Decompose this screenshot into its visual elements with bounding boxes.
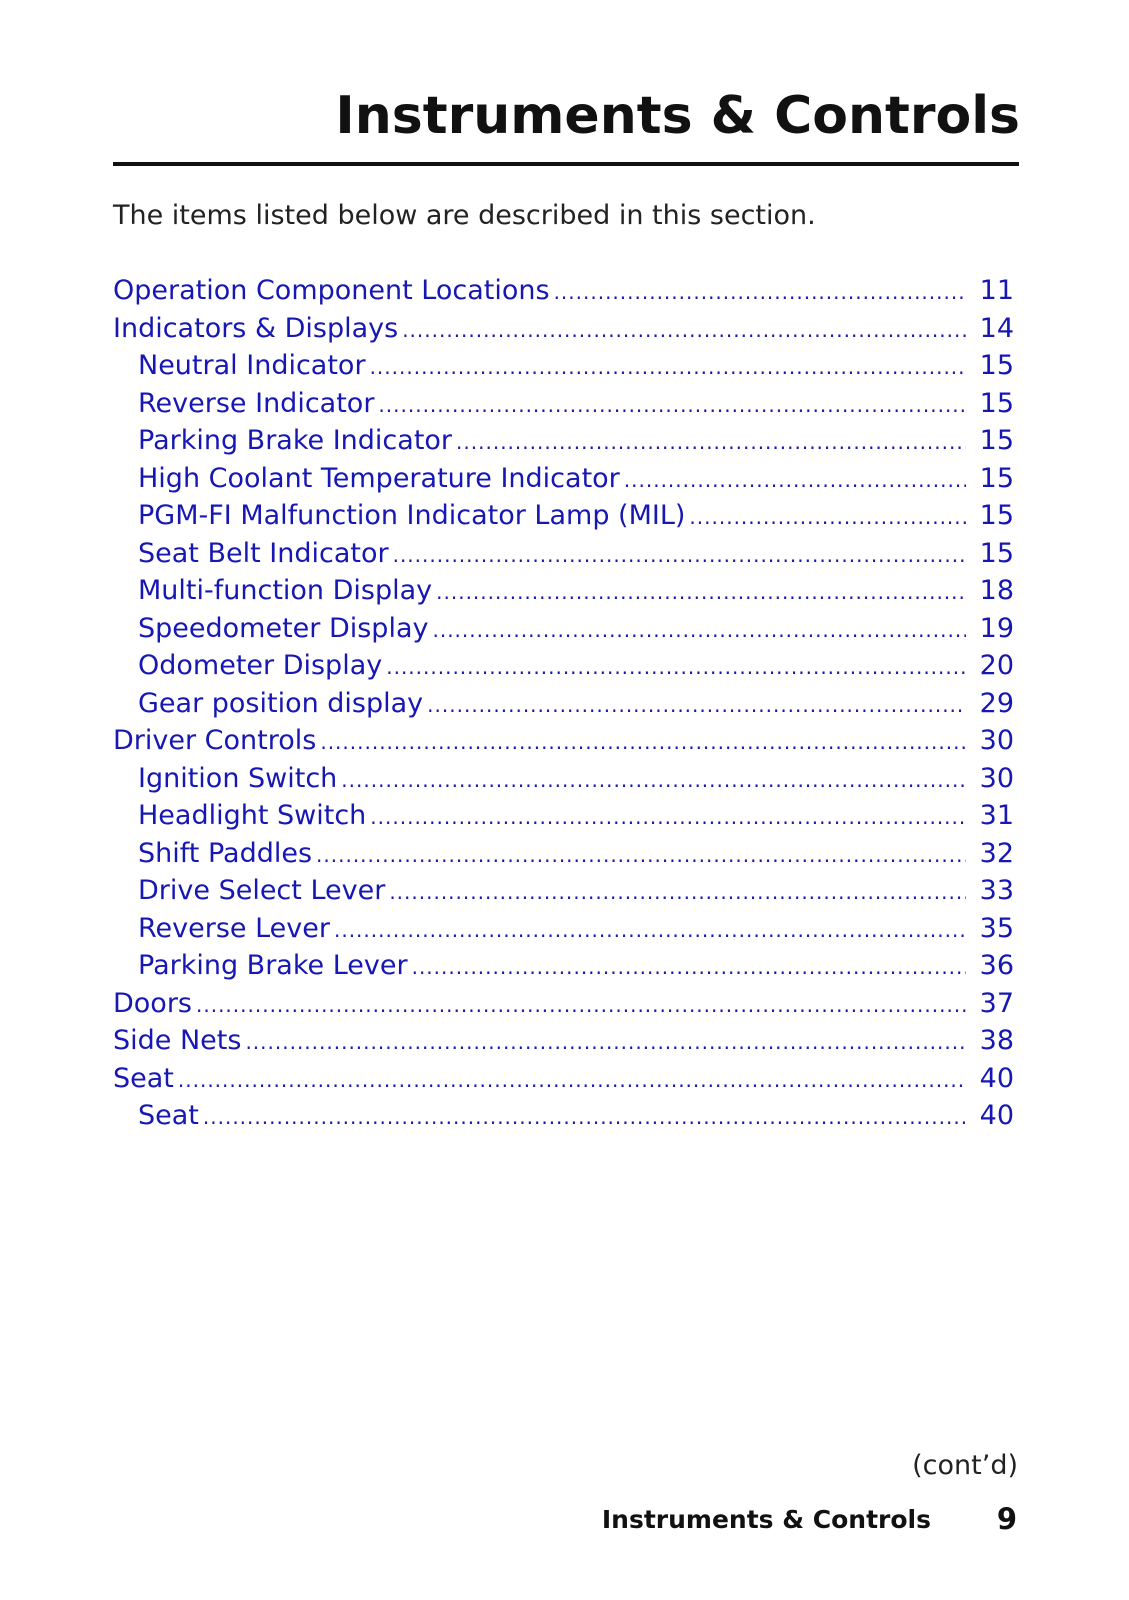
toc-entry-page: 15 [979, 425, 1014, 456]
toc-entry-label: Odometer Display [138, 650, 383, 681]
toc-entry-label: Operation Component Locations [113, 275, 550, 306]
toc-entry-page: 35 [979, 912, 1014, 944]
toc-dot-leader [245, 1024, 966, 1062]
toc-entry[interactable] [113, 760, 1014, 798]
toc-entry-page: 18 [979, 575, 1014, 606]
toc-entry-label: Shift Paddles [138, 837, 313, 869]
toc-dot-leader [402, 312, 966, 350]
toc-entry[interactable] [113, 385, 1014, 423]
toc-entry[interactable] [113, 947, 1014, 985]
toc-entry-label: Seat Belt Indicator [138, 537, 389, 569]
toc-entry-label: Ignition Switch [138, 762, 338, 794]
toc-entry[interactable] [113, 572, 1014, 610]
toc-entry-page: 15 [979, 462, 1014, 494]
toc-entry-page: 29 [979, 687, 1014, 719]
toc-entry[interactable] [113, 985, 1014, 1023]
toc-entry[interactable] [113, 910, 1014, 948]
toc-dot-leader [427, 687, 966, 725]
toc-entry-page: 19 [979, 612, 1014, 644]
toc-entry[interactable] [113, 647, 1014, 685]
toc-dot-leader [554, 274, 966, 312]
toc-entry-page: 30 [979, 725, 1014, 756]
toc-entry-label: Neutral Indicator [138, 350, 366, 381]
toc-dot-leader [370, 799, 966, 837]
toc-entry-label: Multi-function Display [138, 575, 433, 606]
toc-entry-label: Seat [138, 1100, 199, 1131]
toc-entry-label: Side Nets [113, 1025, 242, 1056]
toc-dot-leader [624, 462, 966, 500]
toc-entry[interactable] [113, 310, 1014, 348]
table-of-contents [113, 272, 1014, 1135]
toc-entry-label: Headlight Switch [138, 800, 367, 831]
intro-text: The items listed below are described in this section. [113, 200, 816, 231]
toc-dot-leader [386, 649, 966, 687]
toc-entry-label: Reverse Lever [138, 912, 330, 944]
toc-dot-leader [203, 1099, 966, 1137]
footer-section-title: Instruments & Controls [601, 1505, 931, 1534]
toc-dot-leader [689, 499, 966, 537]
toc-entry-label: Indicators & Displays [113, 312, 399, 344]
toc-entry-label: Speedometer Display [138, 612, 429, 644]
title-rule [113, 162, 1019, 166]
toc-dot-leader [432, 612, 966, 650]
toc-entry-page: 11 [979, 275, 1014, 306]
toc-entry[interactable] [113, 272, 1014, 310]
toc-entry-label: Parking Brake Lever [138, 950, 408, 981]
toc-entry[interactable] [113, 422, 1014, 460]
page-title: Instruments & Controls [335, 86, 1020, 146]
toc-entry-page: 15 [979, 500, 1014, 531]
continued-label: (cont’d) [912, 1450, 1018, 1481]
footer-page-number: 9 [996, 1502, 1017, 1536]
toc-entry[interactable] [113, 797, 1014, 835]
toc-entry-page: 15 [979, 537, 1014, 569]
toc-dot-leader [370, 349, 966, 387]
toc-entry-label: Drive Select Lever [138, 875, 386, 906]
toc-entry-page: 15 [979, 350, 1014, 381]
toc-dot-leader [341, 762, 966, 800]
toc-entry-label: Parking Brake Indicator [138, 425, 453, 456]
toc-dot-leader [378, 387, 966, 425]
toc-dot-leader [334, 912, 966, 950]
toc-dot-leader [178, 1062, 966, 1100]
toc-entry[interactable] [113, 835, 1014, 873]
toc-entry-page: 14 [979, 312, 1014, 344]
toc-dot-leader [320, 724, 966, 762]
toc-entry[interactable] [113, 347, 1014, 385]
toc-entry-page: 38 [979, 1025, 1014, 1056]
toc-entry[interactable] [113, 497, 1014, 535]
toc-dot-leader [389, 874, 966, 912]
toc-entry-label: Driver Controls [113, 725, 317, 756]
toc-entry-label: High Coolant Temperature Indicator [138, 462, 620, 494]
toc-entry[interactable] [113, 722, 1014, 760]
toc-entry[interactable] [113, 460, 1014, 498]
toc-entry[interactable] [113, 1022, 1014, 1060]
toc-entry-page: 40 [979, 1100, 1014, 1131]
toc-entry[interactable] [113, 685, 1014, 723]
toc-entry-page: 31 [979, 800, 1014, 831]
toc-dot-leader [456, 424, 966, 462]
toc-entry[interactable] [113, 1060, 1014, 1098]
toc-entry-page: 30 [979, 762, 1014, 794]
toc-entry-page: 32 [979, 837, 1014, 869]
toc-dot-leader [196, 987, 966, 1025]
toc-entry[interactable] [113, 610, 1014, 648]
toc-dot-leader [393, 537, 966, 575]
toc-entry-page: 36 [979, 950, 1014, 981]
toc-entry-label: Doors [113, 987, 192, 1019]
toc-entry-page: 40 [979, 1062, 1014, 1094]
toc-entry-page: 33 [979, 875, 1014, 906]
toc-entry-label: PGM-FI Malfunction Indicator Lamp (MIL) [138, 500, 686, 531]
toc-entry-label: Gear position display [138, 687, 424, 719]
toc-entry[interactable] [113, 535, 1014, 573]
toc-entry-label: Reverse Indicator [138, 387, 375, 419]
toc-dot-leader [412, 949, 966, 987]
toc-entry[interactable] [113, 872, 1014, 910]
toc-dot-leader [316, 837, 966, 875]
toc-entry-page: 20 [979, 650, 1014, 681]
toc-dot-leader [436, 574, 966, 612]
toc-entry-page: 15 [979, 387, 1014, 419]
toc-entry-label: Seat [113, 1062, 174, 1094]
toc-entry-page: 37 [979, 987, 1014, 1019]
toc-entry[interactable] [113, 1097, 1014, 1135]
